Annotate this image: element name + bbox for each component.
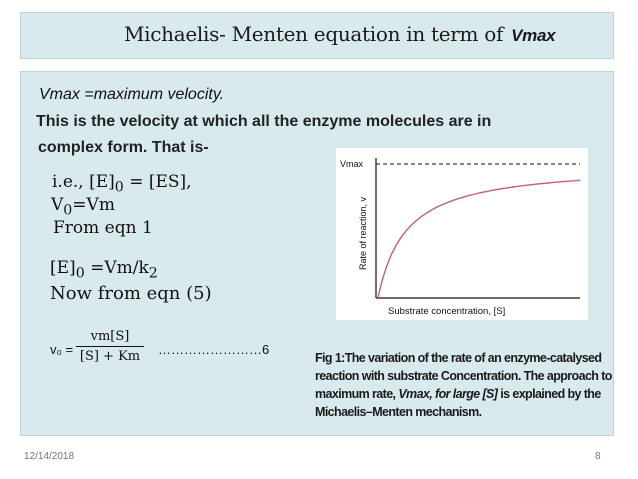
from-eqn-1: From eqn 1 (53, 218, 153, 238)
mm-fraction (76, 329, 144, 364)
title-vmax: Vmax (511, 26, 556, 45)
y-axis-label: Rate of reaction, v (358, 196, 368, 270)
equation-v0-vm: $V_0=Vm$ (51, 195, 115, 219)
caption-vmax: Vmax, for large [S] (398, 387, 498, 401)
equation-number: ……………………6 (158, 342, 270, 357)
page-number: 8 (595, 451, 601, 462)
body-line-3: complex form. That is- (38, 139, 209, 156)
footer-date: 12/14/2018 (24, 451, 75, 462)
saturation-curve-figure (336, 148, 588, 320)
curve-svg (336, 148, 588, 320)
fraction-numerator: vm[S] (76, 329, 144, 347)
michaelis-menten-curve (378, 180, 580, 298)
now-from-eqn-5: Now from eqn (5) (50, 283, 212, 304)
vmax-axis-label: Vmax (340, 159, 364, 169)
x-axis-label: Substrate concentration, [S] (388, 306, 506, 317)
fraction-denominator: [S] + Km (79, 349, 141, 364)
equation-e0-es: i.e., $[E]_0 = [ES]$, (52, 172, 192, 196)
definition-line: Vmax =maximum velocity. (39, 86, 225, 103)
v0-label: v₀ = (50, 342, 74, 357)
equation-e0-vm-k2: $[E]_0 =Vm/k_2$ (50, 258, 158, 282)
slide-title: Michaelis- Menten equation in term of Vmax (124, 22, 556, 46)
body-line-2: This is the velocity at which all the enzyme molecules are in (36, 113, 492, 130)
figure-caption: Fig 1:The variation of the rate of an enzyme-catalysed reaction with substrate Concentration. The approach to maximum rate, Vmax, for large [S] is explained by the Michaelis–Menten mechanism. (315, 351, 612, 419)
